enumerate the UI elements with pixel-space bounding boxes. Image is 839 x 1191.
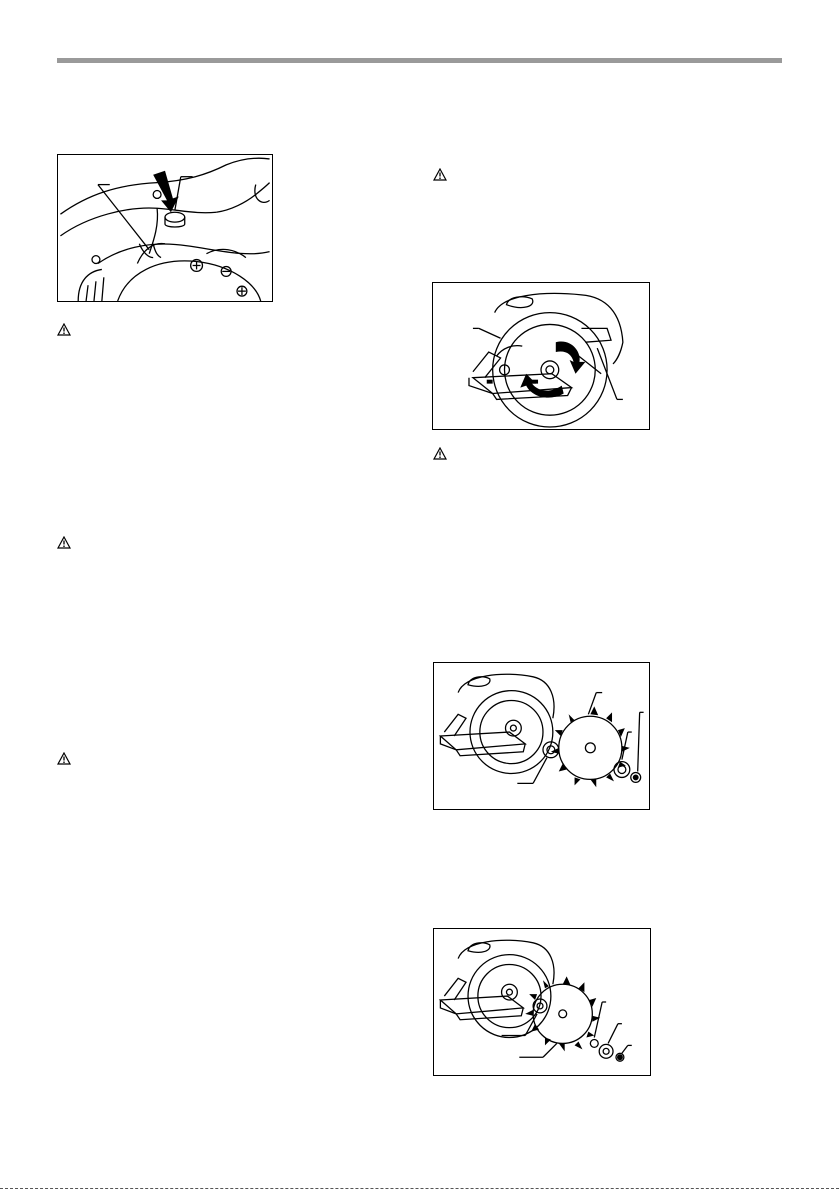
figure-shaft-lock [57, 154, 273, 302]
caution-triangle-icon [433, 447, 447, 460]
warning-icon-right-1 [433, 168, 447, 181]
figure-blade-assembly-1 [433, 662, 650, 810]
warning-icon-left-1 [57, 323, 71, 336]
header-rule [57, 58, 782, 63]
warning-icon-right-2 [433, 447, 447, 460]
page-bottom-rule [0, 1188, 839, 1189]
caution-triangle-icon [433, 168, 447, 181]
caution-triangle-icon [57, 752, 71, 765]
caution-triangle-icon [57, 323, 71, 336]
warning-icon-left-3 [57, 752, 71, 765]
figure-blade-removal-wrench [432, 282, 650, 430]
warning-icon-left-2 [57, 536, 71, 549]
blade-removal-illustration [433, 283, 649, 429]
blade-assembly-illustration-2 [434, 929, 650, 1075]
blade-assembly-illustration-1 [434, 663, 649, 809]
shaft-lock-illustration [58, 155, 272, 301]
figure-blade-assembly-2 [433, 928, 651, 1076]
caution-triangle-icon [57, 536, 71, 549]
